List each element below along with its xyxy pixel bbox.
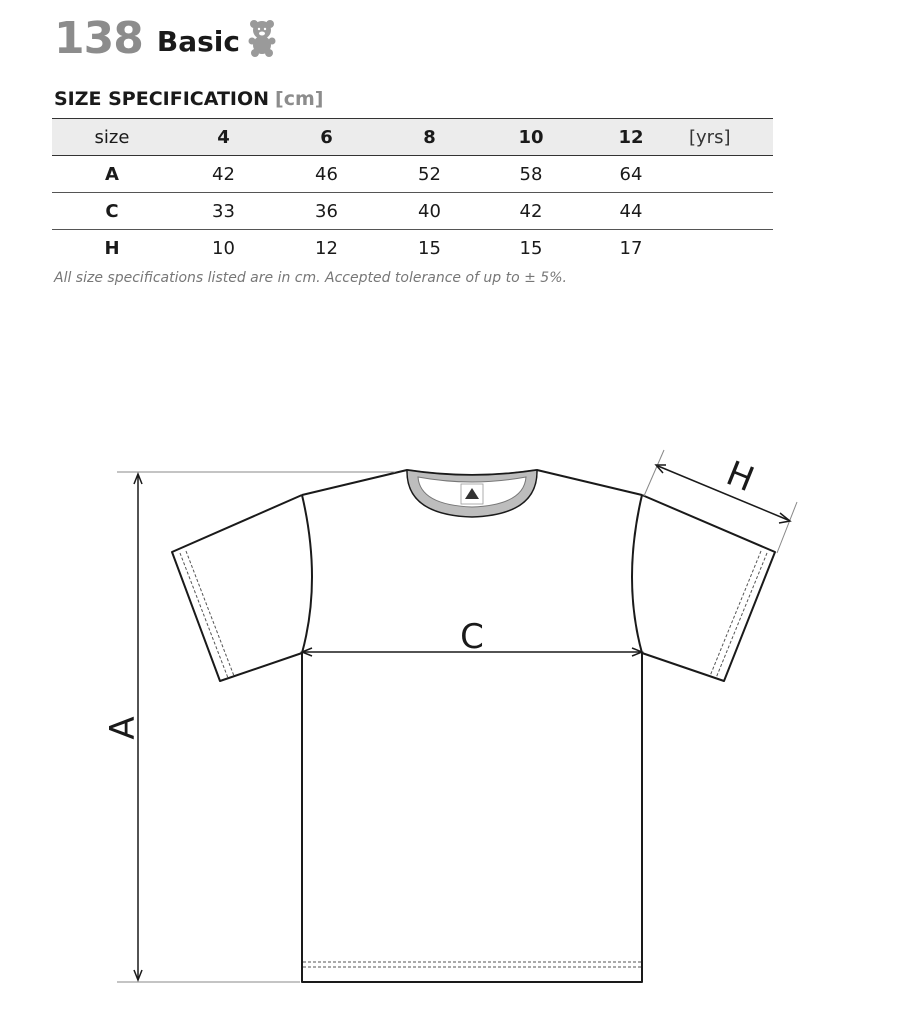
size-header-row [52,119,773,156]
value-cell: 42 [172,156,275,193]
value-cell: 40 [378,193,481,230]
value-cell: 52 [378,156,481,193]
value-cell: 64 [581,156,681,193]
product-header [54,10,276,66]
table-row [52,156,773,193]
value-cell: 36 [275,193,378,230]
stitching [180,551,767,967]
product-code: 138 [54,12,143,64]
row-label: A [52,156,172,193]
value-cell: 15 [418,237,441,259]
tolerance-note: All size specifications listed are in cm. Accepted tolerance of up to ± 5%. [54,270,567,286]
empty-cell [681,193,773,230]
size-table [52,118,773,266]
dimension-lines [117,450,797,982]
collar-rib [407,470,537,517]
spec-title [54,88,323,110]
size-cell: 4 [172,119,275,156]
dimension-label-h: H [720,453,760,501]
table-row [52,230,773,267]
value-cell: 44 [581,193,681,230]
value-cell: 58 [481,156,581,193]
dimension-label-a: A [103,716,143,740]
empty-cell [681,156,773,193]
value-cell: 15 [519,237,543,259]
value-cell: 46 [275,156,378,193]
value-cell: 33 [172,193,275,230]
spec-title-unit: [cm] [275,88,324,110]
size-cell: 12 [581,119,681,156]
size-cell: 10 [481,119,581,156]
row-label: H [104,237,120,259]
value-cell: 42 [481,193,581,230]
product-name: Basic [156,24,240,58]
table-row [52,193,773,230]
dimension-label-c: C [460,617,484,657]
empty-cell [681,230,773,267]
teddy-bear-icon [248,19,276,61]
value-cell: 10 [212,237,235,259]
value-cell: 12 [315,237,338,259]
size-label-cell: size [52,119,172,156]
row-label: C [52,193,172,230]
spec-title-text: SIZE SPECIFICATION [54,88,270,110]
tshirt-outline [172,470,775,982]
value-cell: 17 [619,237,643,259]
size-cell: 8 [378,119,481,156]
tshirt-diagram [0,440,900,1014]
size-unit-cell: [yrs] [681,119,773,156]
size-cell: 6 [275,119,378,156]
